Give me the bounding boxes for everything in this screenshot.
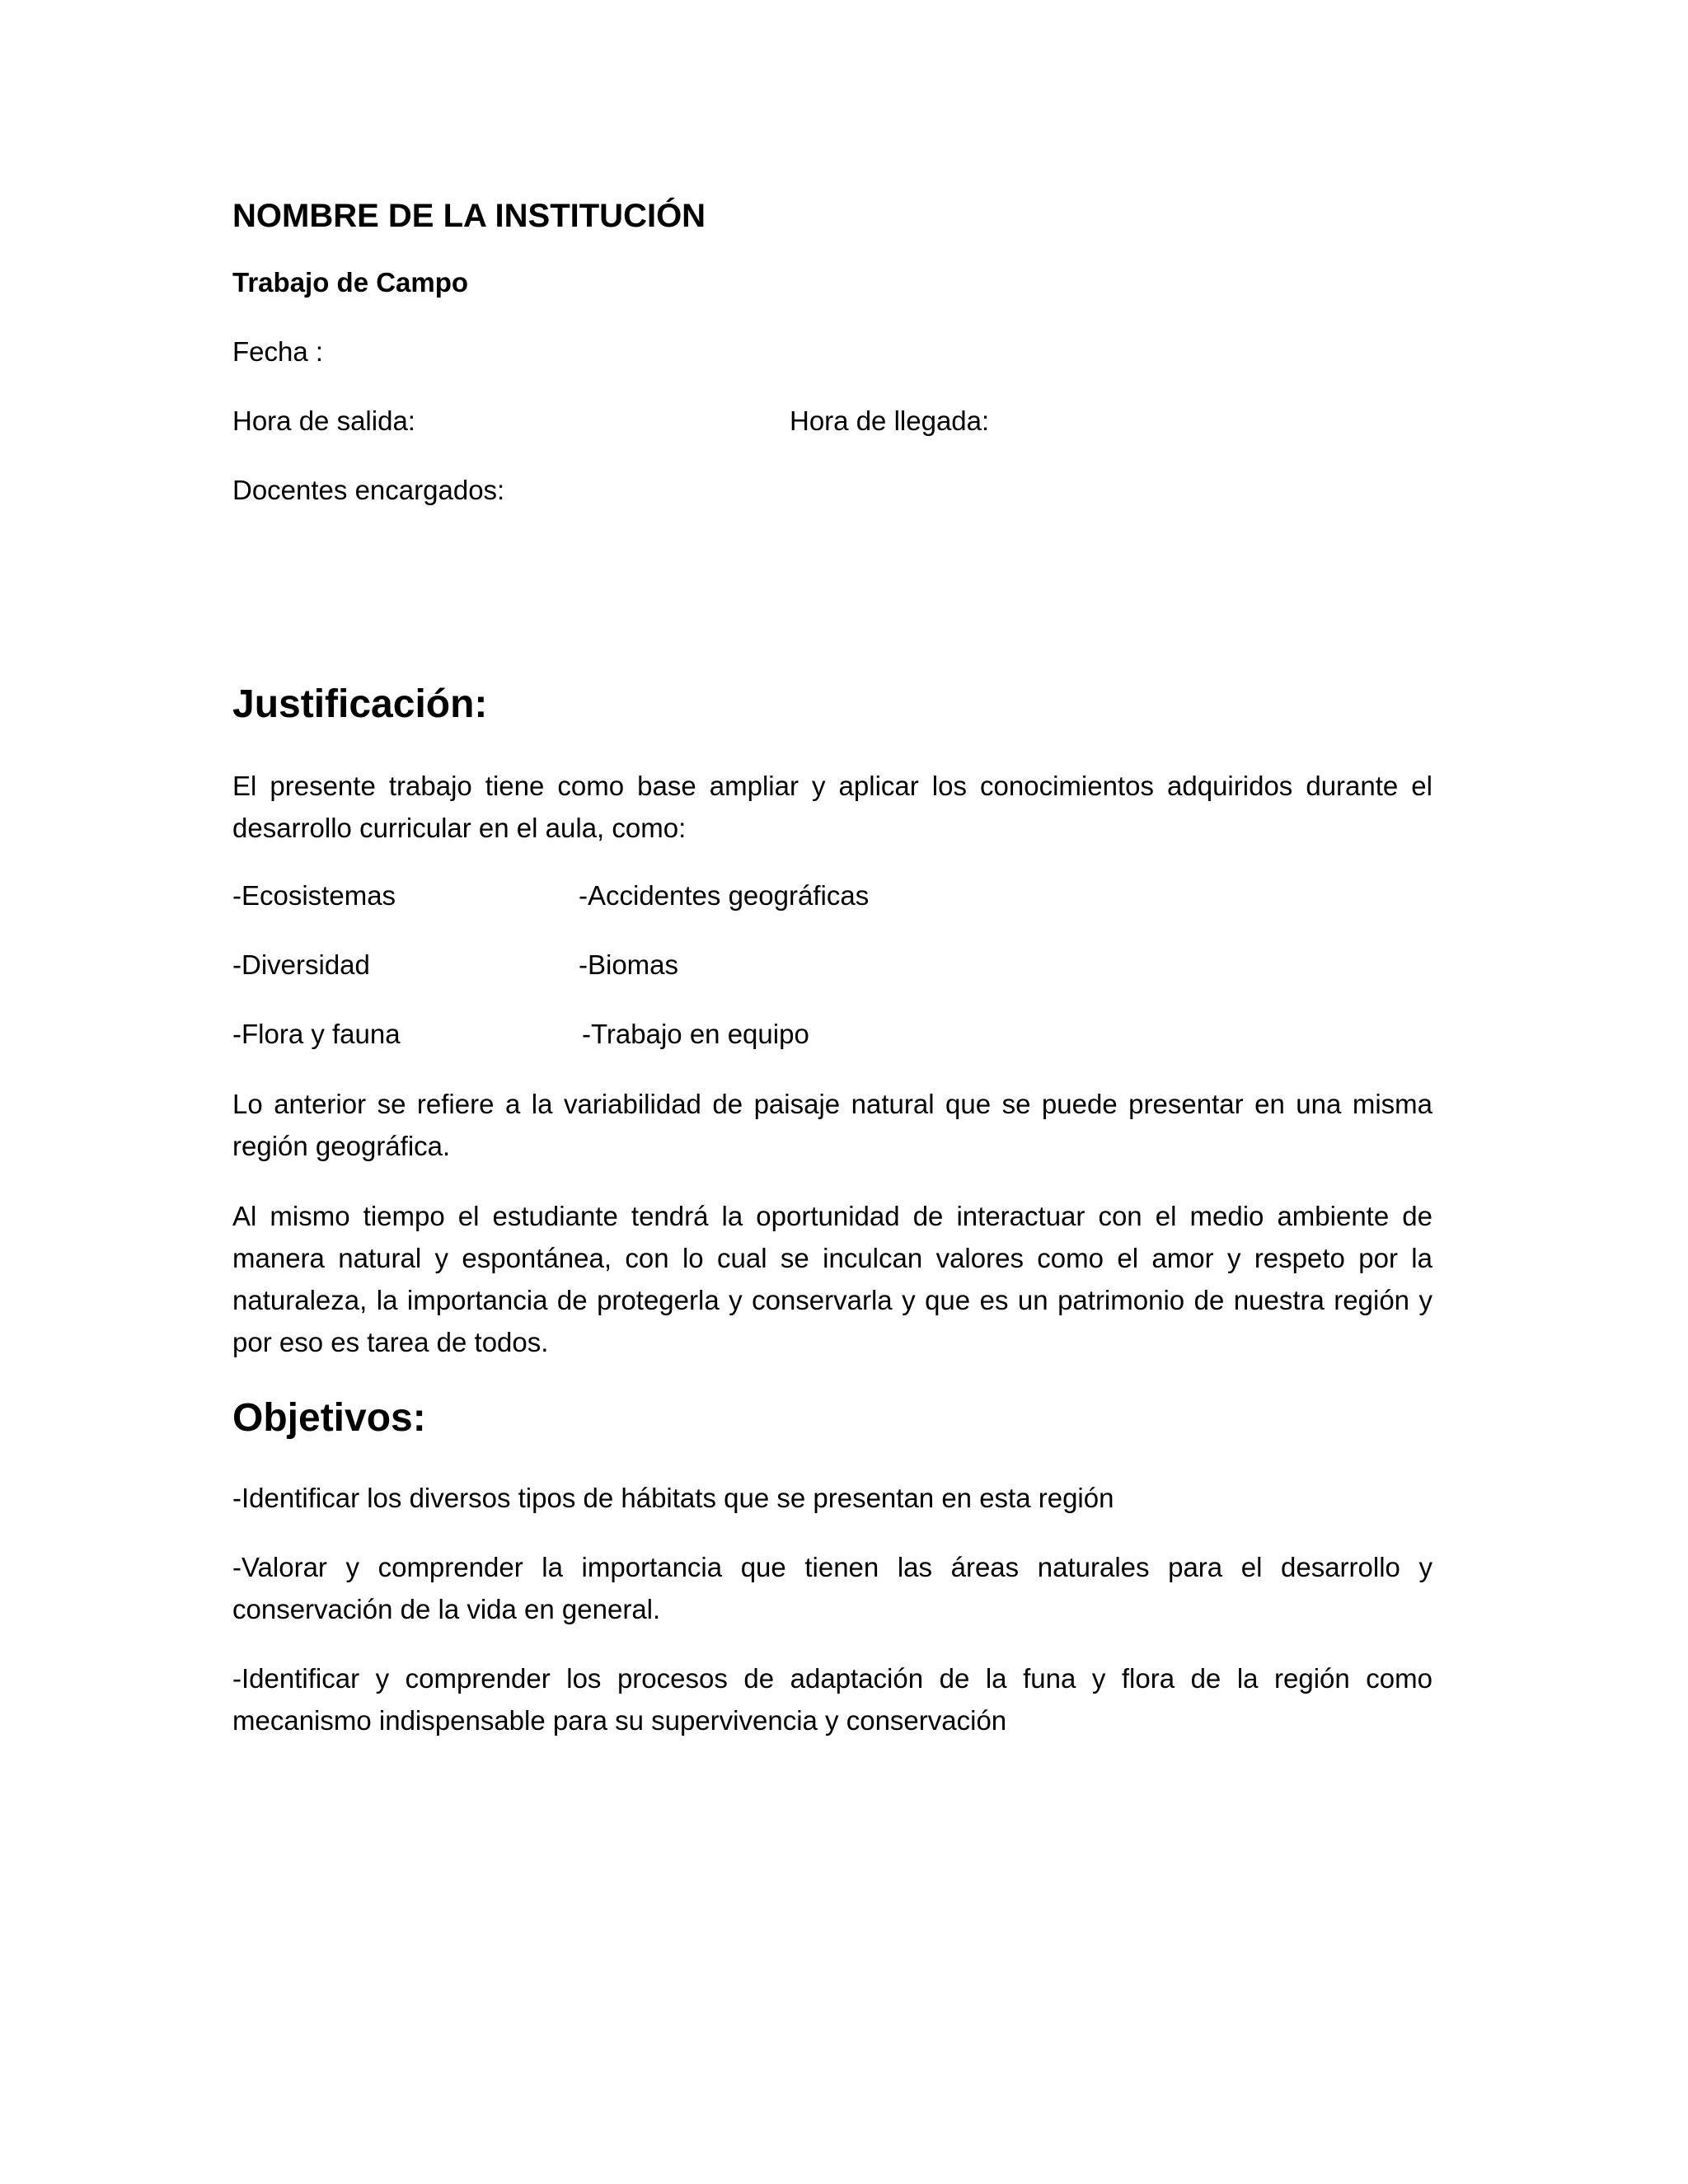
topic-item: -Accidentes geográficas xyxy=(579,880,870,911)
justificacion-intro: El presente trabajo tiene como base ampliar y aplicar los conocimientos adquiridos durante el desarrollo curricular en el aula, como: xyxy=(232,771,1432,843)
justificacion-paragraph: Al mismo tiempo el estudiante tendrá la oportunidad de interactuar con el medio ambiente de manera natural y espontánea, con lo cual se inculcan valores como el amor y respeto por la naturaleza, la importancia de protegerla y conservarla y que es un patrimonio de nuestra región y por eso es tarea de todos. xyxy=(232,1201,1432,1357)
document-subtitle: Trabajo de Campo xyxy=(232,267,469,298)
topic-item: -Trabajo en equipo xyxy=(582,1019,809,1049)
institution-title: NOMBRE DE LA INSTITUCIÓN xyxy=(232,198,706,234)
fecha-label: Fecha : xyxy=(232,336,324,367)
objetivos-heading: Objetivos: xyxy=(232,1396,426,1440)
topic-item: -Diversidad xyxy=(232,949,370,980)
objective-item: -Identificar los diversos tipos de hábitats que se presentan en esta región xyxy=(232,1483,1114,1513)
objective-item: -Valorar y comprender la importancia que tienen las áreas naturales para el desarrollo y conservación de la vida en general. xyxy=(232,1552,1432,1624)
topic-item: -Biomas xyxy=(579,949,679,980)
justificacion-heading: Justificación: xyxy=(232,682,488,726)
hora-salida-label: Hora de salida: xyxy=(232,405,415,436)
topic-item: -Flora y fauna xyxy=(232,1019,401,1049)
topic-item: -Ecosistemas xyxy=(232,880,396,911)
hora-llegada-label: Hora de llegada: xyxy=(790,405,990,436)
justificacion-paragraph: Lo anterior se refiere a la variabilidad de paisaje natural que se puede presentar en una misma región geográfica. xyxy=(232,1089,1432,1161)
docentes-label: Docentes encargados: xyxy=(232,475,505,505)
objective-item: -Identificar y comprender los procesos de adaptación de la funa y flora de la región como mecanismo indispensable para su supervivencia y conservación xyxy=(232,1663,1432,1736)
